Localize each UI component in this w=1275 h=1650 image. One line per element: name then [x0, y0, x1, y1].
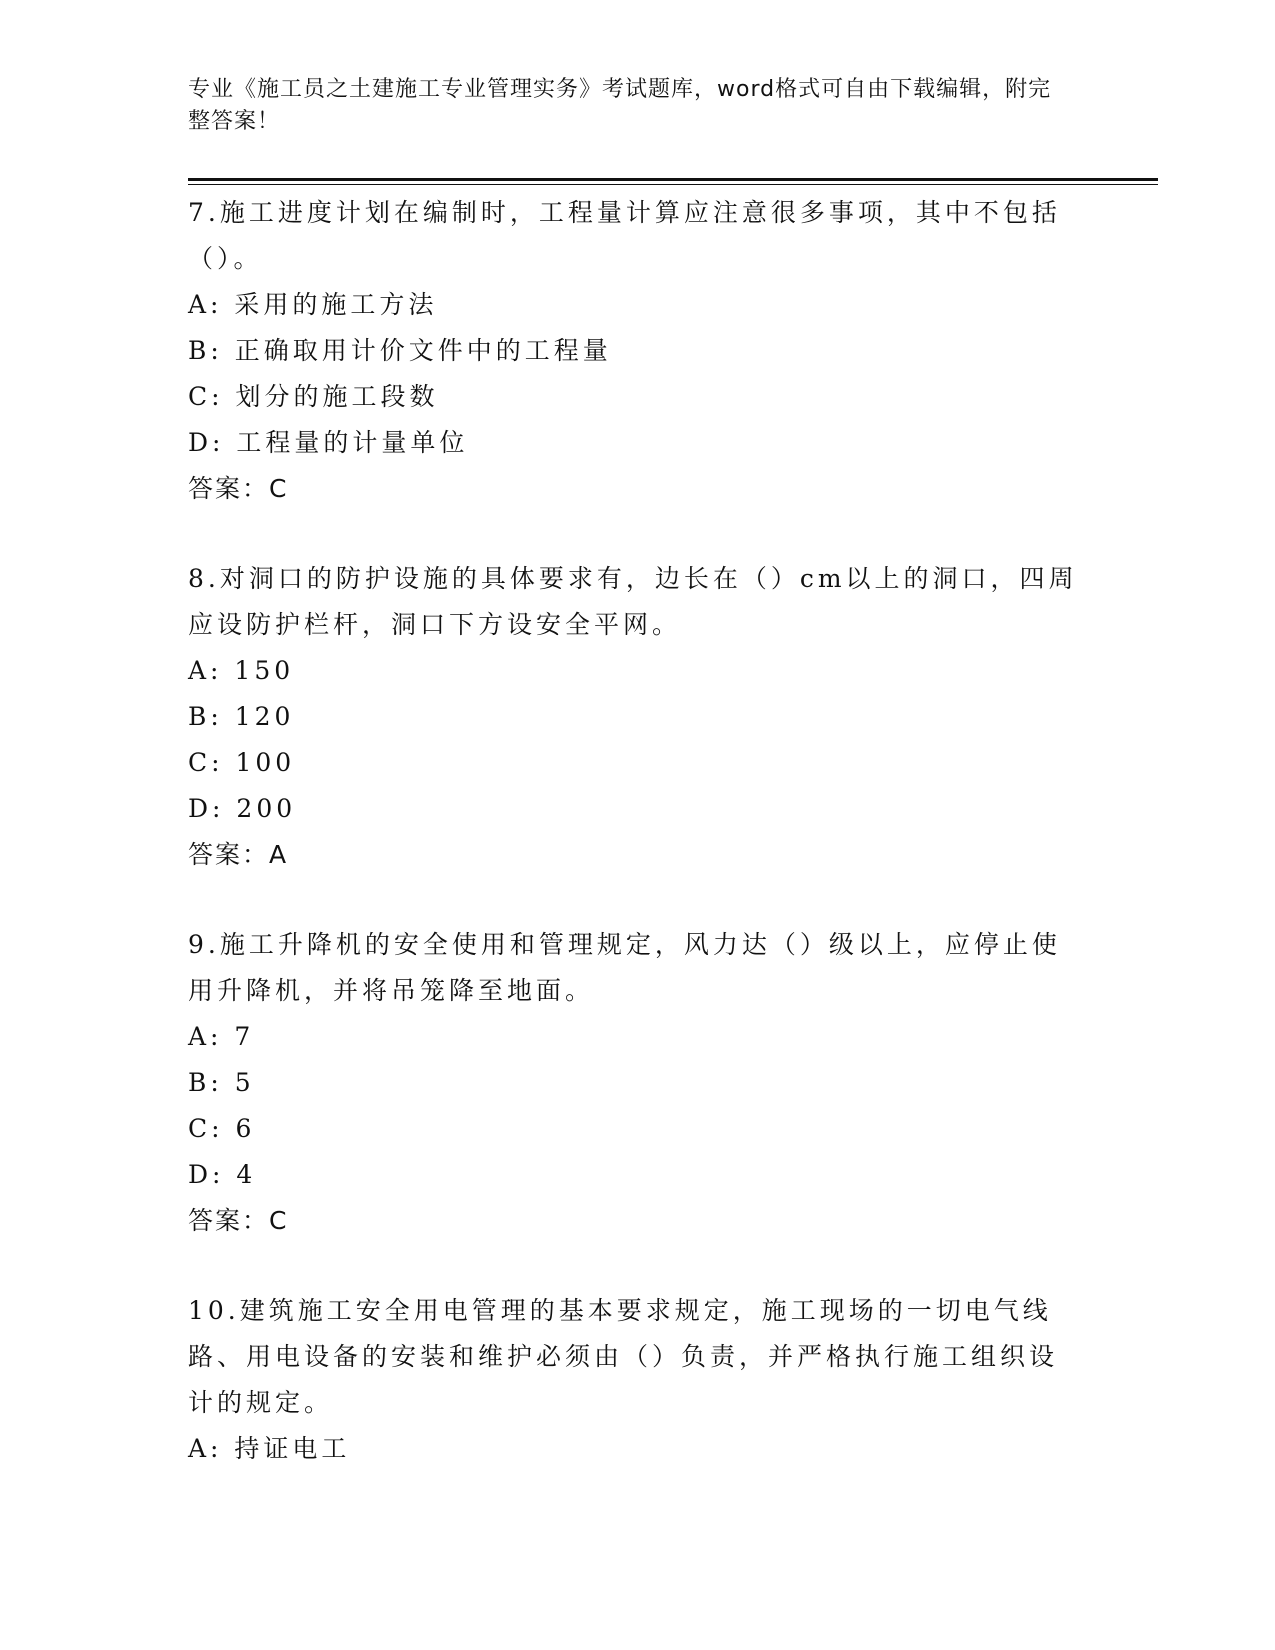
option-a: A: 150 — [188, 656, 295, 685]
option-d: D: 4 — [188, 1160, 257, 1189]
question-7 — [188, 190, 1088, 512]
question-8 — [188, 556, 1088, 878]
header-rule-thin — [188, 184, 1158, 185]
option-c: C: 6 — [188, 1114, 256, 1143]
option-a: A: 7 — [188, 1022, 255, 1051]
header-rule-thick — [188, 178, 1158, 181]
option-a: A: 持证电工 — [188, 1434, 351, 1463]
question-stem: 7.施工进度计划在编制时，工程量计算应注意很多事项，其中不包括（）。 — [188, 198, 1061, 273]
option-c: C: 100 — [188, 748, 296, 777]
question-list — [188, 190, 1088, 1516]
question-stem: 9.施工升降机的安全使用和管理规定，风力达（）级以上，应停止使用升降机，并将吊笼降至地面。 — [188, 930, 1061, 1005]
document-header: 专业《施工员之土建施工专业管理实务》考试题库，word格式可自由下载编辑，附完整答案！ — [188, 77, 1052, 134]
question-9 — [188, 922, 1088, 1244]
question-stem: 8.对洞口的防护设施的具体要求有，边长在（）cm以上的洞口，四周应设防护栏杆，洞口下方设安全平网。 — [188, 564, 1078, 639]
question-10 — [188, 1288, 1088, 1472]
answer-text: 答案：C — [188, 1206, 289, 1235]
option-d: D: 工程量的计量单位 — [188, 428, 469, 457]
option-c: C: 划分的施工段数 — [188, 382, 439, 411]
option-d: D: 200 — [188, 794, 297, 823]
answer-text: 答案：C — [188, 474, 289, 503]
answer-text: 答案：A — [188, 840, 289, 869]
option-b: B: 正确取用计价文件中的工程量 — [188, 336, 612, 365]
question-stem: 10.建筑施工安全用电管理的基本要求规定，施工现场的一切电气线路、用电设备的安装和维护必须由（）负责，并严格执行施工组织设计的规定。 — [188, 1296, 1059, 1417]
option-b: B: 5 — [188, 1068, 255, 1097]
option-b: B: 120 — [188, 702, 295, 731]
option-a: A: 采用的施工方法 — [188, 290, 438, 319]
